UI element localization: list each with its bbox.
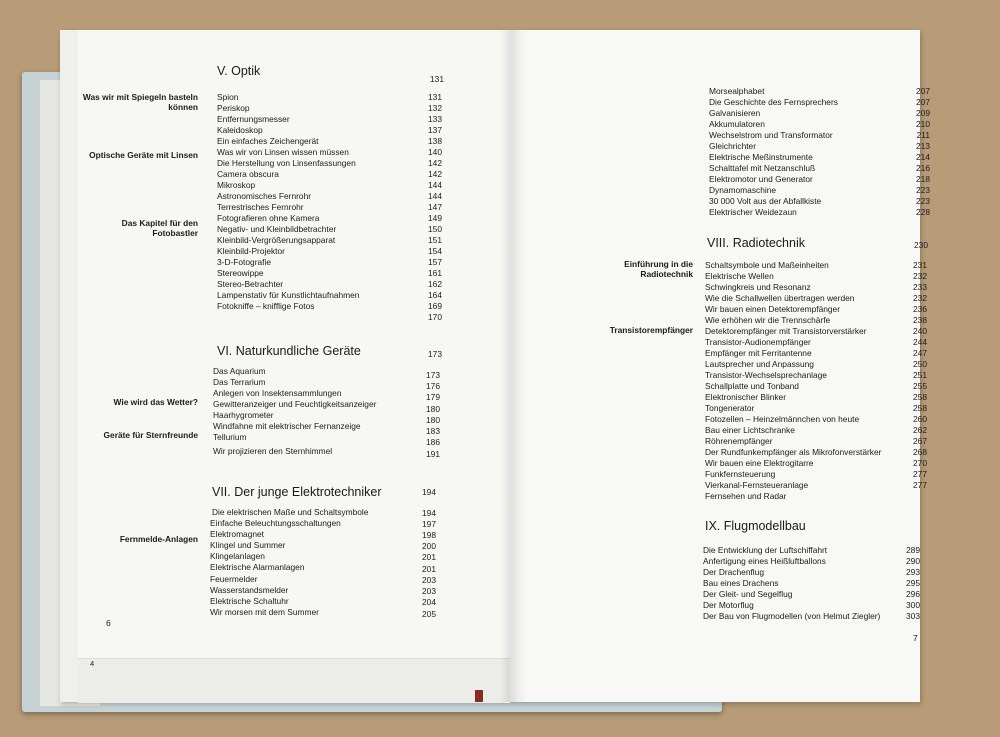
toc-entry: Lautsprecher und Anpassung	[705, 359, 814, 369]
toc-entry: Elektrische Schaltuhr	[210, 596, 289, 606]
toc-entry: Kaleidoskop	[217, 125, 263, 135]
toc-page: 216	[916, 163, 930, 173]
side-heading: Das Kapitel für den Fotobastler	[121, 218, 198, 238]
toc-entry: 3-D-Fotografie	[217, 257, 271, 267]
side-heading: Transistorempfänger	[609, 325, 693, 335]
book-gutter	[500, 30, 526, 702]
toc-entry: Empfänger mit Ferritantenne	[705, 348, 812, 358]
toc-entry: Schwingkreis und Resonanz	[705, 282, 811, 292]
toc-page: 213	[916, 141, 930, 151]
toc-entry: Stereowippe	[217, 268, 264, 278]
toc-page: 247	[913, 348, 927, 358]
toc-page: 211	[916, 130, 930, 140]
toc-entry: Wir projizieren den Sternhimmel	[213, 446, 333, 456]
side-heading: Geräte für Sternfreunde	[103, 430, 198, 440]
toc-page: 238	[913, 315, 927, 325]
toc-page: 173	[426, 370, 440, 380]
toc-page: 180	[426, 415, 440, 425]
toc-page: 268	[913, 447, 927, 457]
toc-page: 186	[426, 437, 440, 447]
toc-entry: 30 000 Volt aus der Abfallkiste	[709, 196, 822, 206]
toc-page: 251	[913, 370, 927, 380]
toc-entry: Morsealphabet	[709, 86, 765, 96]
toc-page: 151	[428, 235, 442, 245]
toc-entry: Bau eines Drachens	[703, 578, 779, 588]
toc-page: 176	[426, 381, 440, 391]
toc-entry: Einfache Beleuchtungsschaltungen	[210, 518, 341, 528]
toc-entry: Der Drachenflug	[703, 567, 764, 577]
toc-page: 198	[422, 530, 436, 540]
toc-entry: Gewitteranzeiger und Feuchtigkeitsanzeiger	[213, 399, 377, 409]
toc-page: 140	[428, 147, 442, 157]
chapter-title: V. Optik	[217, 64, 261, 78]
toc-page: 200	[422, 541, 436, 551]
toc-entry: Elektromotor und Generator	[709, 174, 813, 184]
toc-page: 277	[913, 480, 927, 490]
toc-page: 149	[428, 213, 442, 223]
toc-entry: Kleinbild-Vergrößerungsapparat	[217, 235, 336, 245]
toc-entry: Das Terrarium	[213, 377, 266, 387]
toc-entry: Die Entwicklung der Luftschiffahrt	[703, 545, 828, 555]
toc-page: 142	[428, 169, 442, 179]
toc-page: 201	[422, 564, 436, 574]
toc-entry: Wasserstandsmelder	[210, 585, 289, 595]
toc-entry: Tellurium	[213, 432, 247, 442]
toc-page: 295	[906, 578, 920, 588]
toc-page: 203	[422, 575, 436, 585]
toc-page: 236	[913, 304, 927, 314]
toc-page: 260	[913, 414, 927, 424]
toc-entry: Vierkanal-Fernsteueranlage	[705, 480, 809, 490]
toc-entry: Die Geschichte des Fernsprechers	[709, 97, 838, 107]
toc-entry: Der Motorflug	[703, 600, 754, 610]
toc-entry: Detektorempfänger mit Transistorverstärker	[705, 326, 867, 336]
side-heading: Fernmelde-Anlagen	[119, 534, 198, 544]
toc-page: 293	[906, 567, 920, 577]
side-heading: Optische Geräte mit Linsen	[89, 150, 198, 160]
chapter-title: IX. Flugmodellbau	[705, 519, 806, 533]
toc-entry: Kleinbild-Projektor	[217, 246, 285, 256]
toc-entry: Elektromagnet	[210, 529, 264, 539]
chapter-title: VIII. Radiotechnik	[707, 236, 805, 250]
toc-page: 138	[428, 136, 442, 146]
toc-page: 183	[426, 426, 440, 436]
toc-entry: Haarhygrometer	[213, 410, 274, 420]
toc-page: 137	[428, 125, 442, 135]
toc-page: 232	[913, 293, 927, 303]
toc-entry: Fotozellen – Heinzelmännchen von heute	[705, 414, 860, 424]
chapter-page: 173	[428, 349, 442, 359]
spine-band	[475, 690, 483, 702]
toc-page: 204	[422, 597, 436, 607]
toc-page: 144	[428, 191, 442, 201]
chapter-page: 230	[914, 240, 928, 250]
toc-page: 240	[913, 326, 927, 336]
side-heading: Wie wird das Wetter?	[113, 397, 198, 407]
toc-entry: Fernsehen und Radar	[705, 491, 787, 501]
toc-page: 203	[422, 586, 436, 596]
toc-page: 179	[426, 392, 440, 402]
toc-entry: Gleichrichter	[709, 141, 757, 151]
toc-page: 214	[916, 152, 930, 162]
toc-entry: Wir bauen eine Elektrogitarre	[705, 458, 814, 468]
toc-page: 144	[428, 180, 442, 190]
toc-entry: Entfernungsmesser	[217, 114, 290, 124]
toc-entry: Der Gleit- und Segelflug	[703, 589, 793, 599]
toc-entry: Der Rundfunkempfänger als Mikrofonverstärker	[705, 447, 882, 457]
toc-entry: Camera obscura	[217, 169, 279, 179]
toc-entry: Spion	[217, 92, 239, 102]
toc-page: 207	[916, 86, 930, 96]
toc-page: 223	[916, 196, 930, 206]
toc-page: 205	[422, 609, 436, 619]
toc-page: 209	[916, 108, 930, 118]
toc-page: 180	[426, 404, 440, 414]
toc-page: 201	[422, 552, 436, 562]
toc-page: 133	[428, 114, 442, 124]
toc-page: 300	[906, 600, 920, 610]
toc-page: 132	[428, 103, 442, 113]
toc-entry: Ein einfaches Zeichengerät	[217, 136, 319, 146]
under-page-number: 4	[90, 659, 95, 668]
toc-entry: Klingel und Summer	[210, 540, 286, 550]
toc-entry: Wie erhöhen wir die Trennschärfe	[705, 315, 831, 325]
toc-entry: Funkfernsteuerung	[705, 469, 776, 479]
toc-page: 210	[916, 119, 930, 129]
toc-entry: Die Herstellung von Linsenfassungen	[217, 158, 356, 168]
toc-entry: Stereo-Betrachter	[217, 279, 284, 289]
toc-entry: Wir bauen einen Detektorempfänger	[705, 304, 841, 314]
toc-page: 277	[913, 469, 927, 479]
toc-entry: Terrestrisches Fernrohr	[217, 202, 304, 212]
toc-entry: Wie die Schallwellen übertragen werden	[705, 293, 855, 303]
toc-entry: Das Aquarium	[213, 366, 266, 376]
chapter-title: VI. Naturkundliche Geräte	[217, 344, 361, 358]
toc-page: 162	[428, 279, 442, 289]
toc-page: 142	[428, 158, 442, 168]
chapter-page: 131	[430, 74, 444, 84]
under-page-strip	[78, 658, 510, 703]
toc-entry: Schaltsymbole und Maßeinheiten	[705, 260, 829, 270]
toc-page: 250	[913, 359, 927, 369]
toc-page: 258	[913, 392, 927, 402]
toc-page: 228	[916, 207, 930, 217]
toc-entry: Anfertigung eines Heißluftballons	[703, 556, 826, 566]
toc-entry: Lampenstativ für Kunstlichtaufnahmen	[217, 290, 360, 300]
toc-page: 154	[428, 246, 442, 256]
toc-page: 290	[906, 556, 920, 566]
toc-entry: Transistor-Audionempfänger	[705, 337, 811, 347]
toc-entry: Röhrenempfänger	[705, 436, 773, 446]
toc-page: 161	[428, 268, 442, 278]
toc-page: 296	[906, 589, 920, 599]
toc-entry: Die elektrischen Maße und Schaltsymbole	[212, 507, 369, 517]
page-number: 6	[106, 618, 111, 628]
toc-entry: Anlegen von Insektensammlungen	[213, 388, 342, 398]
toc-page: 267	[913, 436, 927, 446]
page-number: 7	[913, 633, 918, 643]
toc-page: 231	[913, 260, 927, 270]
toc-entry: Was wir von Linsen wissen müssen	[217, 147, 349, 157]
chapter-page: 194	[422, 487, 436, 497]
toc-entry: Elektronischer Blinker	[705, 392, 786, 402]
toc-entry: Negativ- und Kleinbildbetrachter	[217, 224, 337, 234]
toc-page: 244	[913, 337, 927, 347]
toc-entry: Elektrische Meßinstrumente	[709, 152, 813, 162]
toc-entry: Fotokniffe – knifflige Fotos	[217, 301, 315, 311]
toc-page: 147	[428, 202, 442, 212]
toc-page: 232	[913, 271, 927, 281]
toc-page: 233	[913, 282, 927, 292]
toc-page: 270	[913, 458, 927, 468]
toc-entry: Akkumulatoren	[709, 119, 765, 129]
toc-entry: Fotografieren ohne Kamera	[217, 213, 320, 223]
toc-page: 262	[913, 425, 927, 435]
toc-page: 258	[913, 403, 927, 413]
toc-entry: Der Bau von Flugmodellen (von Helmut Ziegler)	[703, 611, 881, 621]
toc-page: 169	[428, 301, 442, 311]
toc-entry: Schallplatte und Tonband	[705, 381, 799, 391]
toc-page: 157	[428, 257, 442, 267]
toc-page: 255	[913, 381, 927, 391]
toc-entry: Feuermelder	[210, 574, 258, 584]
toc-entry: Bau einer Lichtschranke	[705, 425, 795, 435]
toc-page: 131	[428, 92, 442, 102]
toc-page: 197	[422, 519, 436, 529]
toc-entry: Astronomisches Fernrohr	[217, 191, 312, 201]
toc-entry: Wir morsen mit dem Summer	[210, 607, 319, 617]
toc-entry: Tongenerator	[705, 403, 755, 413]
toc-page: 289	[906, 545, 920, 555]
toc-page: 223	[916, 185, 930, 195]
toc-page: 164	[428, 290, 442, 300]
chapter-title: VII. Der junge Elektrotechniker	[212, 485, 382, 499]
toc-page: 170	[428, 312, 442, 322]
toc-entry: Elektrischer Weidezaun	[709, 207, 797, 217]
side-heading: Einführung in die Radiotechnik	[624, 259, 693, 279]
toc-page: 303	[906, 611, 920, 621]
toc-entry: Klingelanlagen	[210, 551, 265, 561]
toc-entry: Galvanisieren	[709, 108, 761, 118]
side-heading: Was wir mit Spiegeln basteln können	[82, 92, 198, 112]
toc-entry: Elektrische Alarmanlagen	[210, 562, 305, 572]
toc-page: 218	[916, 174, 930, 184]
toc-entry: Mikroskop	[217, 180, 256, 190]
toc-entry: Windfahne mit elektrischer Fernanzeige	[213, 421, 361, 431]
toc-page: 207	[916, 97, 930, 107]
toc-page: 194	[422, 508, 436, 518]
toc-entry: Schalttafel mit Netzanschluß	[709, 163, 816, 173]
toc-page: 150	[428, 224, 442, 234]
toc-entry: Elektrische Wellen	[705, 271, 774, 281]
toc-entry: Periskop	[217, 103, 250, 113]
toc-entry: Wechselstrom und Transformator	[709, 130, 833, 140]
toc-page: 191	[426, 449, 440, 459]
toc-entry: Dynamomaschine	[709, 185, 777, 195]
toc-entry: Transistor-Wechselsprechanlage	[705, 370, 827, 380]
